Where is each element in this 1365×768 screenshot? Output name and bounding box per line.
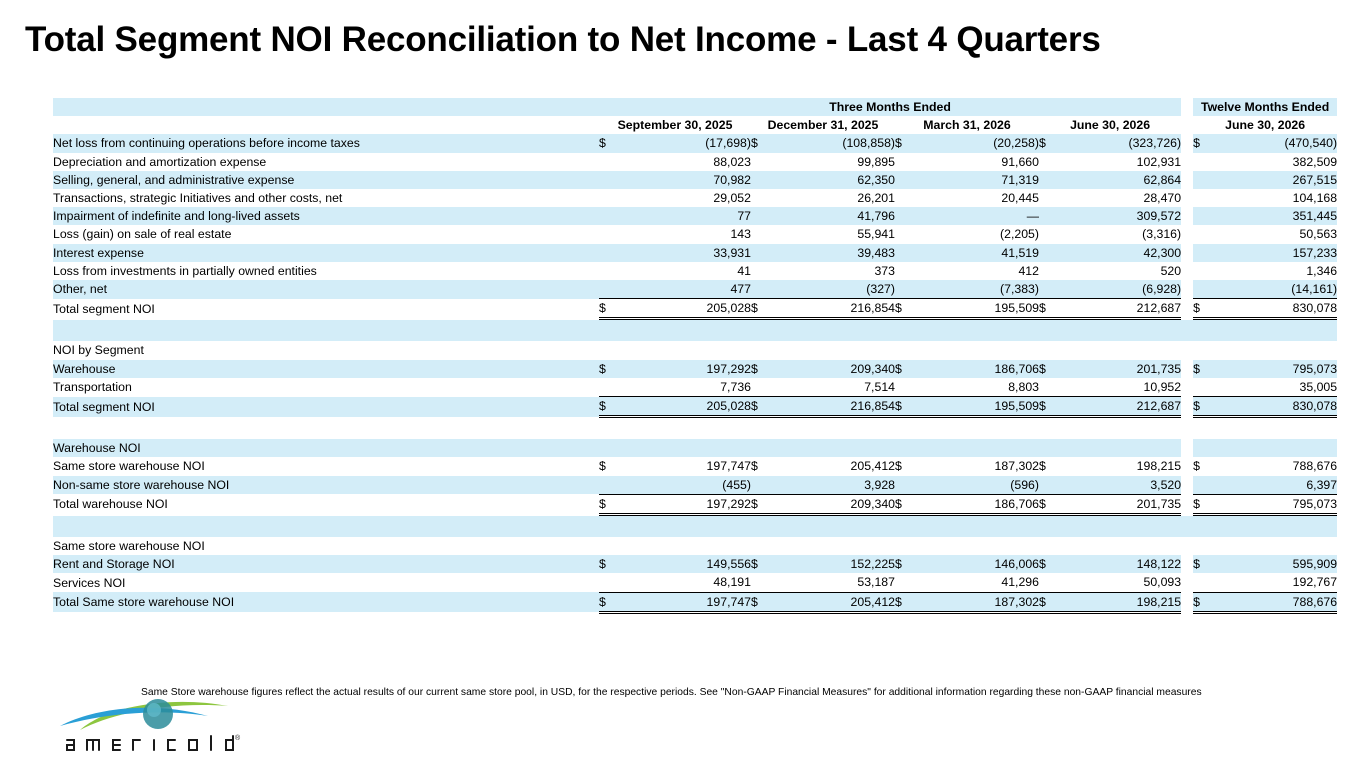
- spacer-row: [53, 515, 1337, 538]
- cell-value: 152,225: [764, 555, 895, 573]
- cell-value: 195,509: [908, 397, 1039, 417]
- cell-value: (7,383): [908, 280, 1039, 299]
- cell-value: 33,931: [612, 244, 751, 262]
- cell-value: (3,316): [1142, 227, 1182, 242]
- header-col-q2: December 31, 2025: [767, 118, 879, 133]
- cell-value: 267,515: [1206, 171, 1337, 189]
- cell-value: 788,676: [1292, 459, 1338, 474]
- cell-value: 216,854: [764, 299, 895, 319]
- cell-value: 1,346: [1306, 263, 1338, 278]
- cell-value: 10,952: [1143, 379, 1182, 394]
- section-heading-row: [53, 537, 1337, 555]
- americold-logo: [58, 692, 243, 758]
- cell-value: 205,028: [612, 397, 751, 417]
- row-label-other-net: Other, net: [53, 280, 599, 299]
- cell-value: 795,073: [1206, 360, 1337, 378]
- currency-symbol: $: [1193, 555, 1206, 573]
- cell-value: 148,122: [1052, 555, 1181, 573]
- cell-value: 29,052: [713, 191, 751, 206]
- cell-value: 55,941: [857, 227, 895, 242]
- cell-value: 198,215: [1052, 592, 1181, 612]
- header-group-row: [53, 98, 1337, 116]
- cell-value: 7,736: [720, 379, 751, 394]
- cell-value: 3,928: [764, 476, 895, 495]
- cell-value: 102,931: [1136, 154, 1182, 169]
- cell-value: (327): [764, 280, 895, 299]
- cell-value: 201,735: [1052, 360, 1181, 378]
- currency-symbol: $: [895, 459, 902, 474]
- cell-value: 197,747: [612, 592, 751, 612]
- currency-symbol: $: [751, 299, 764, 319]
- cell-value: (17,698): [612, 134, 751, 152]
- cell-value: 209,340: [764, 360, 895, 378]
- cell-value: 205,412: [764, 592, 895, 612]
- row-label-rent-and-storage-noi: Rent and Storage NOI: [53, 555, 599, 573]
- currency-symbol: $: [751, 459, 758, 474]
- currency-symbol: $: [1039, 397, 1052, 417]
- cell-value: 99,895: [857, 154, 895, 169]
- table-row: [53, 171, 1337, 189]
- currency-symbol: $: [895, 134, 908, 152]
- cell-value: 216,854: [764, 397, 895, 417]
- cell-value: 3,520: [1052, 476, 1181, 495]
- currency-symbol: $: [599, 134, 612, 152]
- cell-value: 143: [730, 227, 751, 242]
- currency-symbol: $: [895, 360, 908, 378]
- total-row: [53, 494, 1337, 514]
- header-col-ttm: June 30, 2026: [1225, 118, 1306, 133]
- header-col-q3: March 31, 2026: [923, 118, 1011, 133]
- cell-value: 212,687: [1052, 299, 1181, 319]
- cell-value: 28,470: [1143, 191, 1182, 206]
- logo-swoosh-blue: [60, 708, 208, 726]
- currency-symbol: $: [1193, 360, 1206, 378]
- row-label-depreciation-and-amortization-expense: Depreciation and amortization expense: [53, 154, 267, 169]
- cell-value: 830,078: [1206, 299, 1337, 319]
- row-label-total-warehouse-noi: Total warehouse NOI: [53, 497, 168, 512]
- cell-value: (2,205): [1000, 227, 1039, 242]
- row-label-total-segment-noi: Total segment NOI: [53, 301, 155, 316]
- header-col-q4: June 30, 2026: [1070, 118, 1151, 133]
- currency-symbol: $: [751, 555, 764, 573]
- row-label-transportation: Transportation: [53, 380, 132, 395]
- currency-symbol: $: [895, 592, 908, 612]
- cell-value: 104,168: [1292, 191, 1338, 206]
- currency-symbol: $: [1193, 397, 1206, 417]
- cell-value: 205,028: [612, 299, 751, 319]
- row-label-non-same-store-warehouse-noi: Non-same store warehouse NOI: [53, 476, 599, 495]
- cell-value: 192,767: [1292, 575, 1338, 590]
- cell-value: 77: [612, 207, 751, 225]
- currency-symbol: $: [1039, 299, 1052, 319]
- cell-value: 830,078: [1206, 397, 1337, 417]
- row-label-total-same-store-warehouse-noi: Total Same store warehouse NOI: [53, 592, 599, 612]
- cell-value: 42,300: [1052, 244, 1181, 262]
- cell-value: 186,706: [908, 494, 1039, 514]
- row-label-same-store-warehouse-noi: Same store warehouse NOI: [53, 459, 205, 474]
- cell-value: 197,292: [612, 494, 751, 514]
- cell-value: 197,292: [612, 360, 751, 378]
- currency-symbol: $: [895, 494, 908, 514]
- table-body: [53, 98, 1337, 612]
- currency-symbol: $: [599, 592, 612, 612]
- row-label-impairment-of-indefinite-and-long-lived-assets: Impairment of indefinite and long-lived assets: [53, 207, 599, 225]
- cell-value: 53,187: [857, 575, 895, 590]
- currency-symbol: $: [895, 555, 908, 573]
- cell-value: 62,864: [1052, 171, 1181, 189]
- currency-symbol: $: [1193, 299, 1206, 319]
- spacer-row: [53, 319, 1337, 342]
- cell-value: 382,509: [1292, 154, 1338, 169]
- cell-value: 187,302: [908, 592, 1039, 612]
- cell-value: 39,483: [764, 244, 895, 262]
- header-date-row: [53, 116, 1337, 134]
- table-row: [53, 153, 1337, 171]
- cell-value: 41: [737, 263, 751, 278]
- currency-symbol: $: [1193, 494, 1206, 514]
- cell-value: —: [908, 207, 1039, 225]
- cell-value: 212,687: [1052, 397, 1181, 417]
- cell-value: 186,706: [908, 360, 1039, 378]
- row-label-interest-expense: Interest expense: [53, 244, 599, 262]
- row-label-warehouse-noi: Warehouse NOI: [53, 439, 599, 457]
- currency-symbol: $: [599, 494, 612, 514]
- header-twelve-months: Twelve Months Ended: [1193, 98, 1337, 116]
- cell-value: (455): [612, 476, 751, 495]
- cell-value: 35,005: [1299, 379, 1338, 394]
- cell-value: 195,509: [908, 299, 1039, 319]
- currency-symbol: $: [599, 459, 606, 474]
- currency-symbol: $: [751, 134, 764, 152]
- header-col-q1: September 30, 2025: [617, 118, 733, 133]
- table-row: [53, 457, 1337, 475]
- noi-reconciliation-table: [53, 98, 1337, 614]
- table-row: [53, 134, 1337, 152]
- cell-value: 146,006: [908, 555, 1039, 573]
- row-label-selling-general-and-administrative-expense: Selling, general, and administrative expense: [53, 171, 599, 189]
- currency-symbol: $: [1039, 494, 1052, 514]
- cell-value: 412: [1018, 263, 1039, 278]
- table-row: [53, 360, 1337, 378]
- cell-value: 8,803: [1008, 379, 1039, 394]
- currency-symbol: $: [751, 592, 764, 612]
- currency-symbol: $: [599, 555, 612, 573]
- table-row: [53, 189, 1337, 207]
- currency-symbol: $: [895, 299, 908, 319]
- table-row: [53, 555, 1337, 573]
- row-label-loss-from-investments-in-partially-owned-entities: Loss from investments in partially owned entities: [53, 263, 317, 278]
- cell-value: (14,161): [1206, 280, 1337, 299]
- cell-value: 88,023: [713, 154, 751, 169]
- cell-value: (596): [908, 476, 1039, 495]
- currency-symbol: $: [599, 360, 612, 378]
- cell-value: 788,676: [1206, 592, 1337, 612]
- total-row: [53, 592, 1337, 612]
- table-row: [53, 573, 1337, 592]
- row-label-total-segment-noi: Total segment NOI: [53, 397, 599, 417]
- row-label-noi-by-segment: NOI by Segment: [53, 343, 144, 358]
- currency-symbol: $: [1193, 134, 1206, 152]
- spacer-row: [53, 417, 1337, 440]
- currency-symbol: $: [1039, 360, 1052, 378]
- total-row: [53, 397, 1337, 417]
- cell-value: 520: [1160, 263, 1182, 278]
- cell-value: (6,928): [1052, 280, 1181, 299]
- row-label-transactions-strategic-initiatives-and-other-costs-net: Transactions, strategic Initiatives and other costs, net: [53, 191, 343, 206]
- cell-value: 309,572: [1052, 207, 1181, 225]
- cell-value: 157,233: [1206, 244, 1337, 262]
- table-row: [53, 262, 1337, 280]
- header-three-months: Three Months Ended: [599, 98, 1181, 116]
- cell-value: (20,258): [908, 134, 1039, 152]
- currency-symbol: $: [1193, 459, 1200, 474]
- section-heading-row: [53, 439, 1337, 457]
- currency-symbol: $: [751, 494, 764, 514]
- cell-value: 7,514: [864, 379, 895, 394]
- currency-symbol: $: [751, 360, 764, 378]
- cell-value: 373: [874, 263, 895, 278]
- cell-value: 201,735: [1052, 494, 1181, 514]
- page-title: Total Segment NOI Reconciliation to Net Income - Last 4 Quarters: [25, 20, 1101, 59]
- currency-symbol: $: [599, 299, 612, 319]
- cell-value: 351,445: [1206, 207, 1337, 225]
- cell-value: 595,909: [1206, 555, 1337, 573]
- cell-value: 198,215: [1136, 459, 1182, 474]
- cell-value: 71,319: [908, 171, 1039, 189]
- table-row: [53, 280, 1337, 299]
- row-label-services-noi: Services NOI: [53, 575, 126, 590]
- cell-value: (108,858): [764, 134, 895, 152]
- table-row: [53, 207, 1337, 225]
- cell-value: 6,397: [1206, 476, 1337, 495]
- row-label-loss-gain-on-sale-of-real-estate: Loss (gain) on sale of real estate: [53, 227, 232, 242]
- cell-value: (323,726): [1052, 134, 1181, 152]
- currency-symbol: $: [751, 397, 764, 417]
- table-row: [53, 378, 1337, 397]
- cell-value: 91,660: [1001, 154, 1039, 169]
- cell-value: 41,519: [908, 244, 1039, 262]
- cell-value: 197,747: [706, 459, 751, 474]
- table-row: [53, 476, 1337, 495]
- currency-symbol: $: [1039, 459, 1046, 474]
- cell-value: 70,982: [612, 171, 751, 189]
- cell-value: 477: [612, 280, 751, 299]
- cell-value: 205,412: [850, 459, 895, 474]
- logo-wordmark: [67, 736, 233, 750]
- table-row: [53, 244, 1337, 262]
- currency-symbol: $: [1039, 592, 1052, 612]
- currency-symbol: $: [1193, 592, 1206, 612]
- cell-value: 50,563: [1299, 227, 1338, 242]
- currency-symbol: $: [1039, 134, 1052, 152]
- section-heading-row: [53, 341, 1337, 359]
- cell-value: 41,796: [764, 207, 895, 225]
- cell-value: 20,445: [1001, 191, 1039, 206]
- total-row: [53, 299, 1337, 319]
- cell-value: 41,296: [1001, 575, 1039, 590]
- cell-value: 149,556: [612, 555, 751, 573]
- currency-symbol: $: [599, 397, 612, 417]
- row-label-net-loss-from-continuing-operations-before-income-taxes: Net loss from continuing operations before income taxes: [53, 134, 599, 152]
- currency-symbol: $: [1039, 555, 1052, 573]
- cell-value: 62,350: [764, 171, 895, 189]
- cell-value: (470,540): [1206, 134, 1337, 152]
- row-label-same-store-warehouse-noi: Same store warehouse NOI: [53, 539, 205, 554]
- logo-registered-mark: ®: [235, 735, 241, 742]
- row-label-warehouse: Warehouse: [53, 360, 599, 378]
- cell-value: 187,302: [994, 459, 1039, 474]
- currency-symbol: $: [895, 397, 908, 417]
- footnote: Same Store warehouse figures reflect the actual results of our current same store pool, in USD, for the respective periods. See "Non-GAAP Financial Measures" for additional information regarding these non-GAAP financial measures: [141, 687, 1202, 698]
- cell-value: 26,201: [857, 191, 895, 206]
- cell-value: 795,073: [1206, 494, 1337, 514]
- cell-value: 50,093: [1143, 575, 1182, 590]
- cell-value: 209,340: [764, 494, 895, 514]
- cell-value: 48,191: [713, 575, 751, 590]
- table-row: [53, 225, 1337, 243]
